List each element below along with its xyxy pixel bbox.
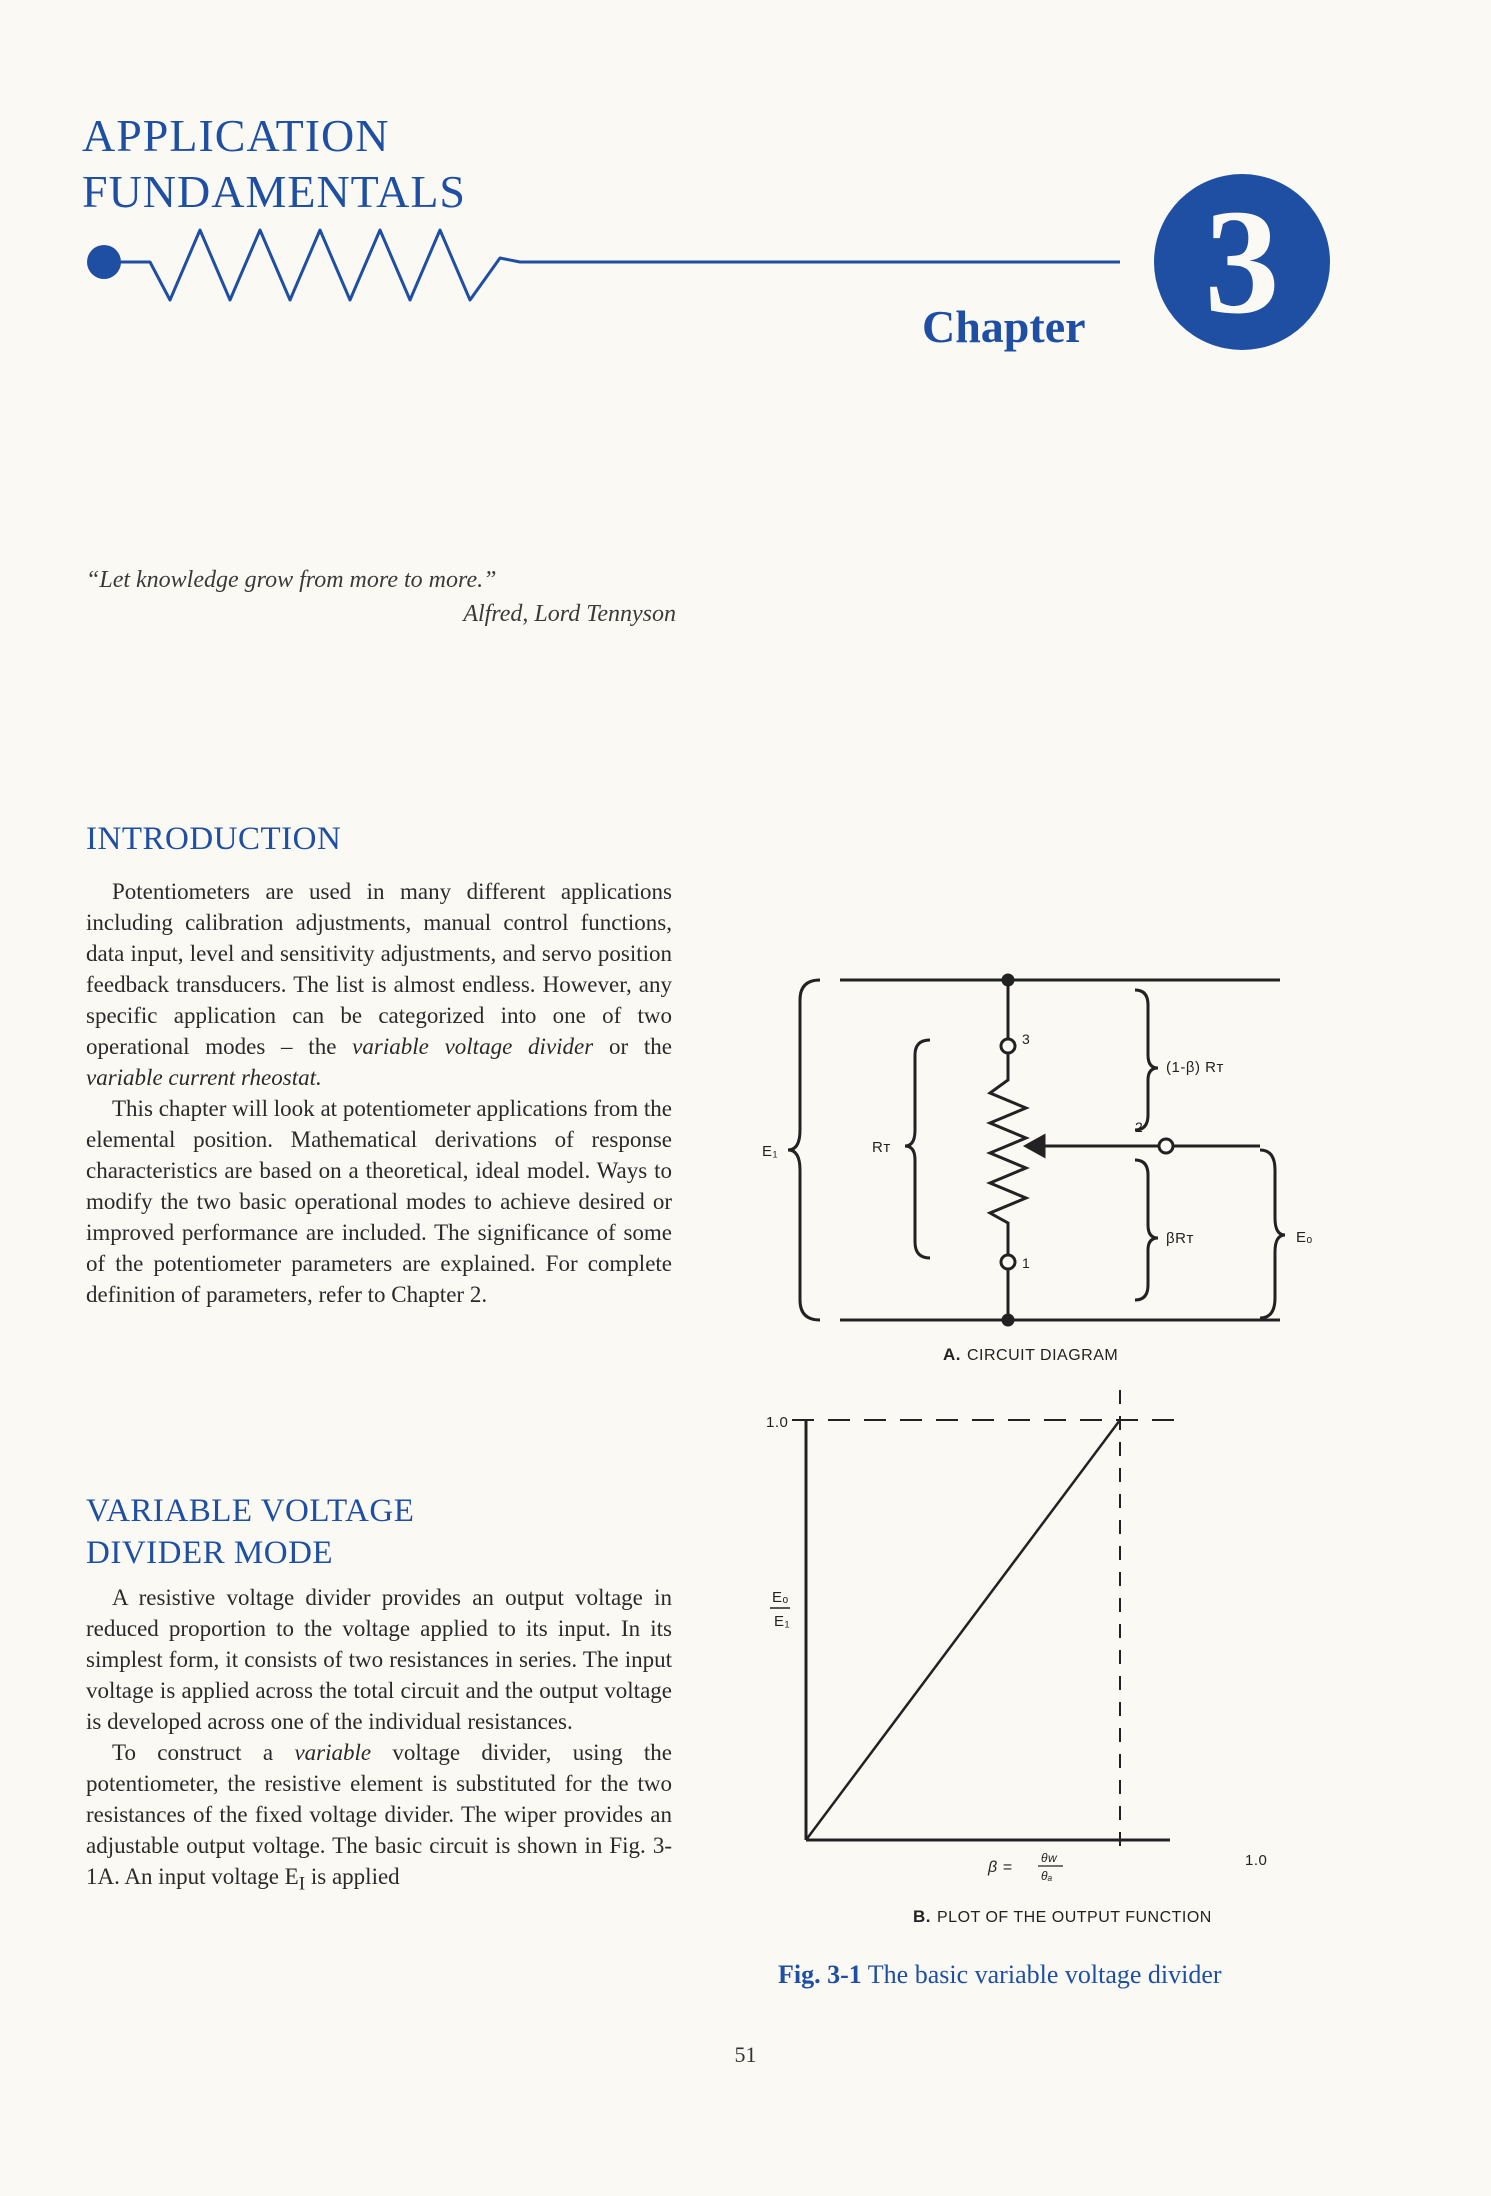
- resistor-element: [990, 1053, 1026, 1255]
- heading-line-1: VARIABLE VOLTAGE: [86, 1493, 415, 1529]
- plot-x-label-num: θw: [1041, 1851, 1058, 1865]
- brace-ei: [788, 980, 820, 1320]
- epigraph-quote: “Let knowledge grow from more to more.”: [86, 567, 497, 593]
- label-ei: E₁: [762, 1143, 779, 1160]
- brace-lower: [1135, 1160, 1158, 1300]
- plot-x-label-den: θₐ: [1041, 1869, 1053, 1883]
- variable-voltage-divider-body: [86, 1582, 672, 1900]
- bottom-node: [1003, 1315, 1013, 1325]
- plot-marks: [792, 1390, 1180, 1852]
- title-line-2: FUNDAMENTALS: [82, 166, 466, 217]
- variable-voltage-divider-heading: [86, 1490, 646, 1574]
- heading-line-2: DIVIDER MODE: [86, 1535, 334, 1571]
- circuit-caption-text: CIRCUIT DIAGRAM: [967, 1347, 1119, 1364]
- brace-upper: [1135, 990, 1158, 1130]
- label-terminal-2: 2: [1135, 1119, 1144, 1135]
- output-plot: [766, 1390, 1267, 1926]
- terminal-3: [1001, 1039, 1015, 1053]
- brace-rt: [905, 1040, 930, 1258]
- subscript-i: I: [298, 1873, 306, 1895]
- terminal-1: [1001, 1255, 1015, 1269]
- introduction-paragraph-1: [86, 876, 672, 1093]
- page-number: 51: [734, 2042, 757, 2067]
- plot-x-label-beta: β =: [988, 1859, 1013, 1876]
- figure-caption-label: Fig. 3-1: [778, 1960, 862, 1989]
- banner-resistor-zigzag: [104, 230, 1120, 300]
- circuit-diagram: [788, 975, 1285, 1325]
- plot-y-label-den: E₁: [774, 1613, 791, 1630]
- text-run: or the: [593, 1034, 672, 1059]
- circuit-caption-letter: A.: [943, 1345, 961, 1364]
- vvd-paragraph-2: [86, 1737, 672, 1900]
- vvd-paragraph-1: A resistive voltage divider provides an output voltage in reduced proportion to the voltage applied to its input. In its simplest form, it consists of two resistances in series. The input voltage is applied across the total circuit and the output voltage is developed across one of the individual resistances.: [86, 1585, 672, 1734]
- plot-labels: [766, 1414, 1267, 1926]
- introduction-body: [86, 876, 672, 1310]
- introduction-heading: INTRODUCTION: [86, 821, 342, 857]
- chapter-number: 3: [1204, 179, 1280, 345]
- label-terminal-3: 3: [1022, 1031, 1031, 1047]
- terminal-2: [1159, 1139, 1173, 1153]
- top-node: [1003, 975, 1013, 985]
- brace-eo: [1260, 1150, 1285, 1318]
- epigraph: [86, 563, 676, 631]
- text-run: is applied: [305, 1864, 400, 1889]
- chapter-word: Chapter: [922, 301, 1086, 352]
- emphasis-variable-voltage-divider: variable voltage divider: [352, 1034, 594, 1059]
- plot-x-tick: 1.0: [1245, 1852, 1268, 1869]
- figure-caption: [778, 1960, 1222, 1990]
- text-run: voltage divider, using the potentiometer, the resistive element is substituted for the two resistances of the fixed voltage divider. The wiper provides an adjustable output voltage. The basic circuit is shown in Fig. 3-1A. An input voltage E: [86, 1740, 672, 1889]
- figure-caption-text: The basic variable voltage divider: [867, 1960, 1222, 1989]
- title-line-1: APPLICATION: [82, 110, 390, 161]
- plot-series-line-output: [806, 1420, 1120, 1840]
- plot-caption-letter: B.: [913, 1907, 931, 1926]
- circuit-labels: [762, 1031, 1313, 1364]
- plot-y-label-num: Eₒ: [772, 1589, 789, 1606]
- label-terminal-1: 1: [1022, 1255, 1031, 1271]
- label-eo: Eₒ: [1296, 1229, 1313, 1246]
- figure-3-1: [762, 960, 1380, 1940]
- emphasis-variable-current-rheostat: variable current rheostat.: [86, 1065, 322, 1090]
- label-upper-resistance: (1-β) Rᴛ: [1166, 1059, 1224, 1076]
- introduction-paragraph-2: This chapter will look at potentiometer applications from the elemental position. Mathematical derivations of response characteristics are based on a theoretical, ideal model. Ways to modify the two basic operational modes to achieve desired or improved performance are included. The significance of some of the potentiometer parameters are explained. For complete definition of parameters, refer to Chapter 2.: [86, 1096, 672, 1307]
- label-rt: Rᴛ: [872, 1139, 891, 1156]
- chapter-title: [82, 108, 466, 220]
- plot-y-tick: 1.0: [766, 1414, 789, 1431]
- text-run: Potentiometers are used in many different applications including calibration adjustments, manual control functions, data input, level and sensitivity adjustments, and servo position feedback transducers. The list is almost endless. However, any specific application can be categorized into one of two operational modes – the: [86, 879, 672, 1059]
- label-lower-resistance: βRᴛ: [1166, 1230, 1194, 1247]
- epigraph-author: Alfred, Lord Tennyson: [463, 601, 676, 627]
- text-run: To construct a: [112, 1740, 295, 1765]
- emphasis-variable: variable: [294, 1740, 372, 1765]
- wiper-arrow: [1026, 1136, 1044, 1156]
- plot-caption-text: PLOT OF THE OUTPUT FUNCTION: [937, 1909, 1212, 1926]
